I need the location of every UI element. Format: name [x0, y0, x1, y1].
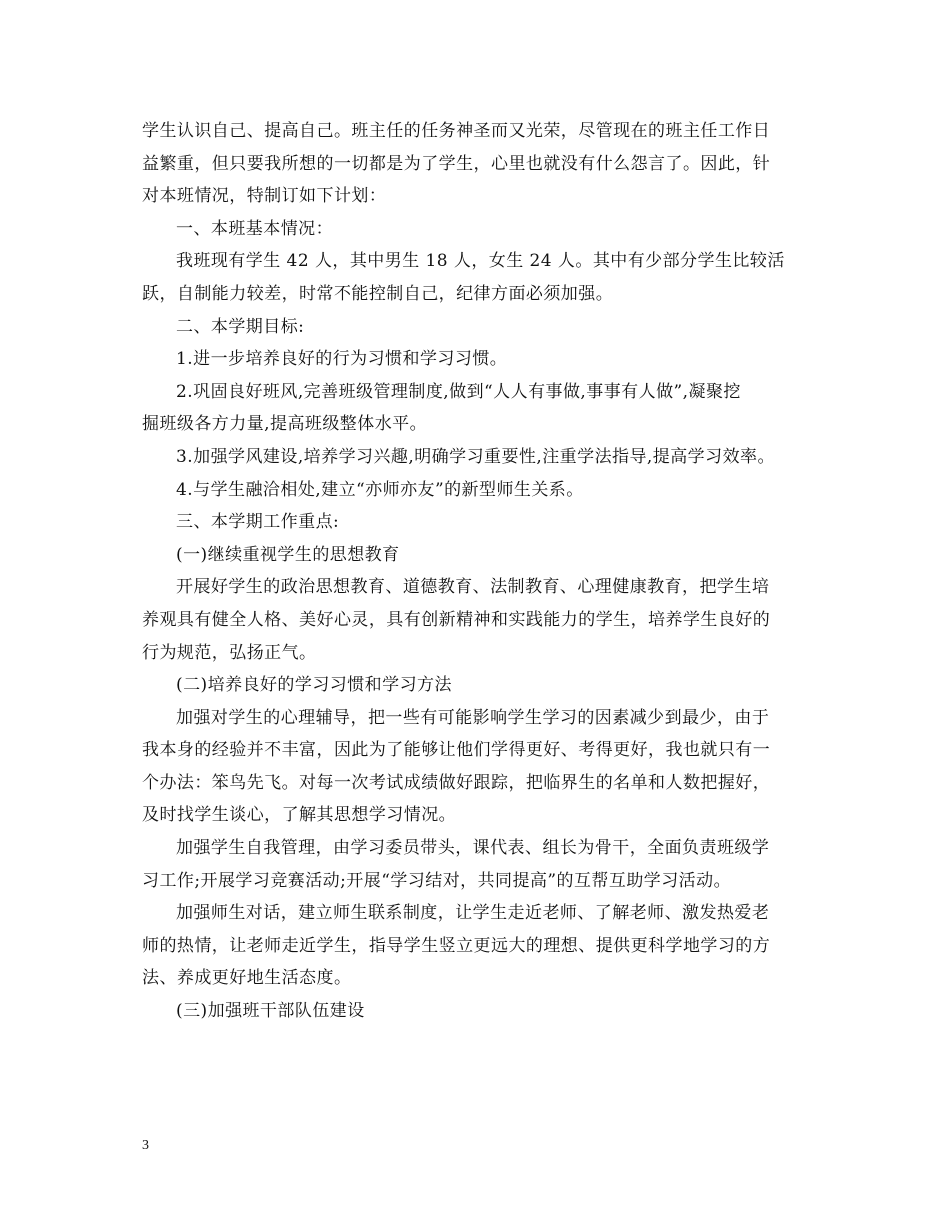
- text-line: 法、养成更好地生活态度。: [142, 968, 352, 989]
- section-heading: 一、本班基本情况：: [176, 218, 334, 239]
- text-line: 学生认识自己、提高自己。班主任的任务神圣而又光荣，尽管现在的班主任工作日: [142, 121, 771, 141]
- text-line: 养观具有健全人格、美好心灵，具有创新精神和实践能力的学生，培养学生良好的: [142, 609, 771, 630]
- list-item: 4.与学生融洽相处,建立“亦师亦友”的新型师生关系。: [176, 479, 584, 500]
- text-line: 掘班级各方力量,提高班级整体水平。: [142, 414, 428, 435]
- text-line: 及时找学生谈心，了解其思想学习情况。: [142, 805, 457, 826]
- list-item: 3.加强学风建设,培养学习兴趣,明确学习重要性,注重学法指导,提高学习效率。: [176, 446, 775, 467]
- document-body: [142, 115, 822, 1028]
- text-line: 对本班情况，特制订如下计划：: [142, 186, 387, 207]
- subsection-heading: (三)加强班干部队伍建设: [176, 1001, 365, 1022]
- text-line: 加强师生对话，建立师生联系制度，让学生走近老师、了解老师、激发热爱老: [176, 903, 770, 924]
- subsection-heading: (一)继续重视学生的思想教育: [176, 544, 400, 565]
- text-line: 习工作;开展学习竞赛活动;开展“学习结对，共同提高”的互帮互助学习活动。: [142, 870, 732, 891]
- section-heading: 二、本学期目标:: [176, 316, 305, 337]
- text-line: 开展好学生的政治思想教育、道德教育、法制教育、心理健康教育，把学生培: [176, 577, 770, 598]
- list-item: 1.进一步培养良好的行为习惯和学习习惯。: [176, 349, 508, 370]
- text-line: 行为规范，弘扬正气。: [142, 642, 317, 663]
- text-line: 加强对学生的心理辅导，把一些有可能影响学生学习的因素减少到最少，由于: [176, 707, 770, 728]
- page-number: 3: [142, 1138, 149, 1153]
- text-line: 师的热情，让老师走近学生，指导学生竖立更远大的理想、提供更科学地学习的方: [142, 935, 771, 956]
- text-line: 跃，自制能力较差，时常不能控制自己，纪律方面必须加强。: [142, 283, 614, 304]
- list-item: 2.巩固良好班风,完善班级管理制度,做到“人人有事做,事事有人做”,凝聚挖: [176, 381, 741, 402]
- text-line: 加强学生自我管理，由学习委员带头，课代表、组长为骨干，全面负责班级学: [176, 838, 770, 859]
- section-heading: 三、本学期工作重点:: [176, 512, 340, 533]
- text-line: 个办法：笨鸟先飞。对每一次考试成绩做好跟踪，把临界生的名单和人数把握好，: [142, 772, 771, 793]
- text-line: 我班现有学生 42 人，其中男生 18 人，女生 24 人。其中有少部分学生比较活: [176, 251, 785, 272]
- text-line: 我本身的经验并不丰富，因此为了能够让他们学得更好、考得更好，我也就只有一: [142, 740, 771, 761]
- text-line: 益繁重，但只要我所想的一切都是为了学生，心里也就没有什么怨言了。因此，针: [142, 153, 771, 174]
- subsection-heading: (二)培养良好的学习习惯和学习方法: [176, 675, 452, 696]
